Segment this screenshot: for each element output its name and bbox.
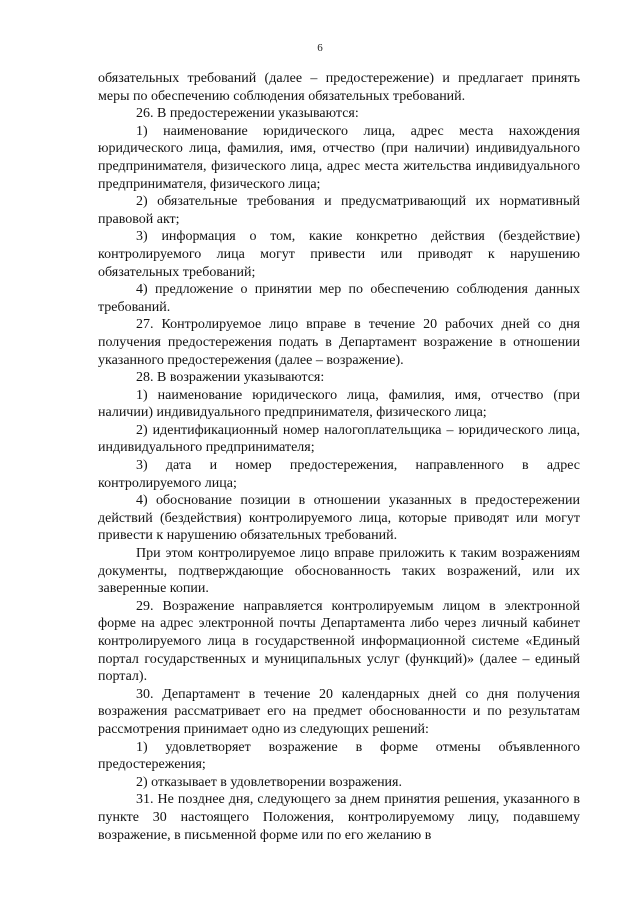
paragraph-continuation: обязательных требований (далее – предостережение) и предлагает принять меры по обеспечению соблюдения обязательных требований. — [98, 71, 580, 104]
paragraph-28-item-3: 3) дата и номер предостережения, направленного в адрес контролируемого лица; — [98, 458, 580, 491]
paragraph-26-item-3: 3) информация о том, какие конкретно действия (бездействие) контролируемого лица могут привести или приводят к нарушению обязательных требований; — [98, 229, 580, 280]
paragraph-28-heading: 28. В возражении указываются: — [136, 370, 325, 386]
paragraph-27: 27. Контролируемое лицо вправе в течение 20 рабочих дней со дня получения предостережения подать в Департамент возражение в отношении указанного предостережения (далее – возражение). — [98, 317, 580, 368]
paragraph-26-item-1: 1) наименование юридического лица, адрес места нахождения юридического лица, фамилия, имя, отчество (при наличии) индивидуального предпринимателя, физического лица, адрес места жительства индивидуального предпринимателя, физического лица; — [98, 123, 580, 192]
paragraph-28-note: При этом контролируемое лицо вправе приложить к таким возражениям документы, подтверждающие обоснованность таких возражений, или их заверенные копии. — [98, 546, 580, 597]
paragraph-29: 29. Возражение направляется контролируемым лицом в электронной форме на адрес электронной почты Департамента либо через личный кабинет контролируемого лица в государственной информационной системе «Единый портал государственных и муниципальных услуг (функций)» (далее – единый портал). — [98, 598, 580, 685]
paragraph-28-item-1: 1) наименование юридического лица, фамилия, имя, отчество (при наличии) индивидуального предпринимателя, физического лица; — [98, 387, 580, 421]
paragraph-26-item-2: 2) обязательные требования и предусматривающий их нормативный правовой акт; — [98, 194, 580, 227]
paragraph-31: 31. Не позднее дня, следующего за днем принятия решения, указанного в пункте 30 настоящего Положения, контролируемому лицу, подавшему возражение, в письменной форме или по его желанию в — [98, 792, 580, 843]
paragraph-30-item-1: 1) удовлетворяет возражение в форме отмены объявленного предостережения; — [98, 739, 580, 773]
paragraph-26-item-4: 4) предложение о принятии мер по обеспечению соблюдения данных требований. — [98, 282, 580, 315]
document-body — [98, 70, 580, 844]
paragraph-26-heading: 26. В предостережении указываются: — [136, 106, 359, 122]
paragraph-28-item-4: 4) обоснование позиции в отношении указанных в предостережении действий (бездействия) контролируемого лица, которые приводят или могут привести к нарушению обязательных требований. — [98, 493, 580, 544]
paragraph-28-item-2: 2) идентификационный номер налогоплательщика – юридического лица, индивидуального предпринимателя; — [98, 422, 580, 456]
paragraph-30: 30. Департамент в течение 20 календарных дней со дня получения возражения рассматривает его на предмет обоснованности и по результатам рассмотрения принимает одно из следующих решений: — [98, 686, 580, 737]
page-number: 6 — [317, 42, 323, 54]
paragraph-30-item-2: 2) отказывает в удовлетворении возражения. — [136, 774, 402, 790]
